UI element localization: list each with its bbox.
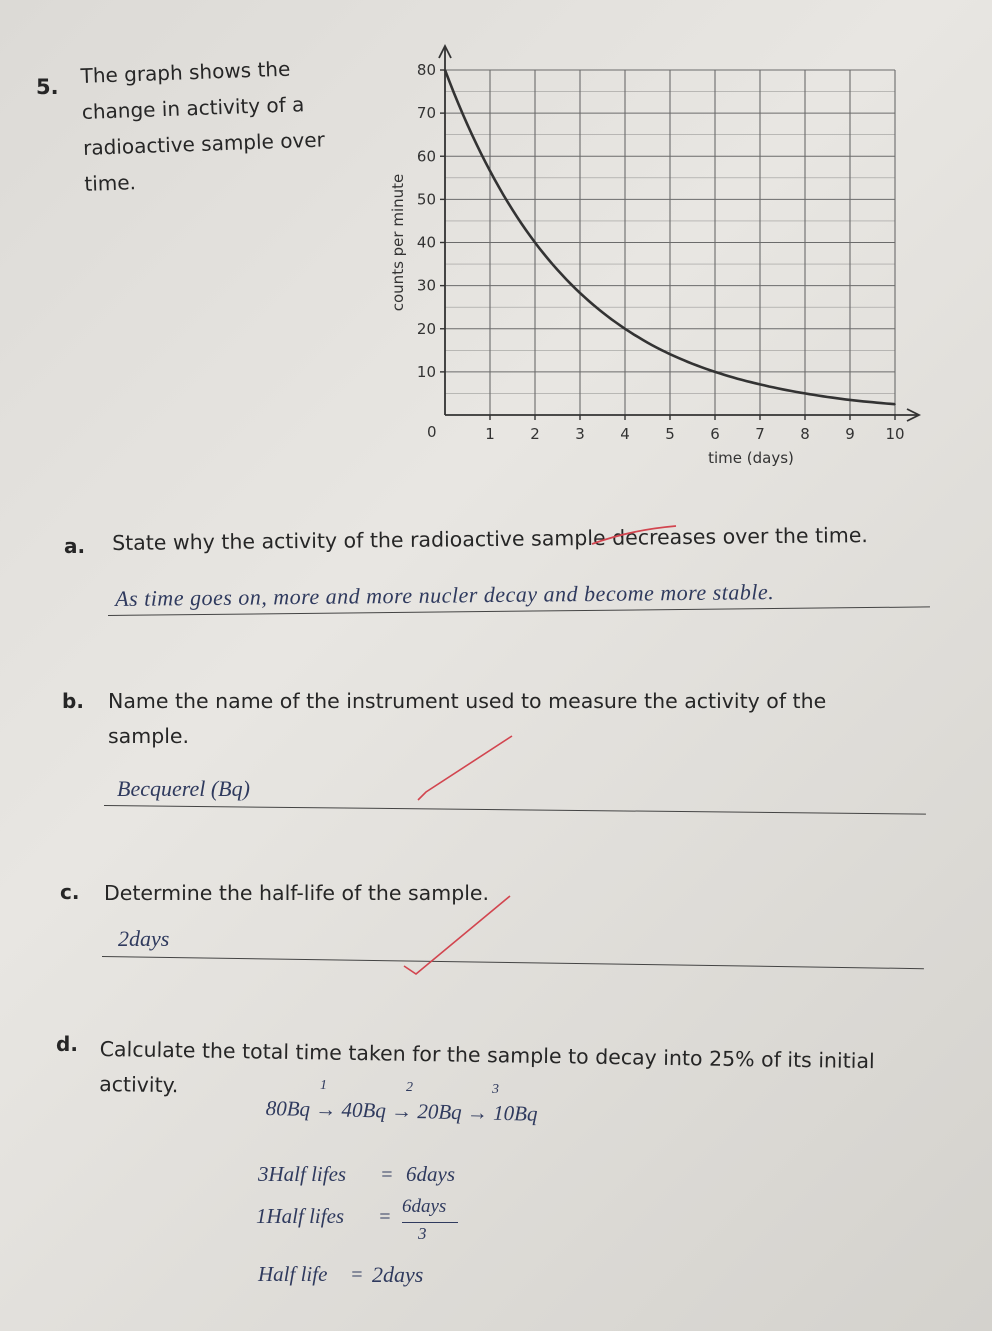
part-c-letter: c. [60, 880, 80, 904]
part-d-letter: d. [56, 1032, 78, 1056]
y-tick-label: 70 [416, 104, 436, 123]
x-tick-label: 6 [710, 425, 720, 443]
decay-chain: 80Bq → 40Bq → 20Bq → 10Bq [265, 1096, 538, 1126]
chart-grid [445, 70, 895, 415]
y-tick-label: 60 [416, 147, 436, 166]
part-a-answer: As time goes on, more and more nucler decay and become more stable. [115, 579, 775, 611]
working-line1-left: 3Half lifes [258, 1162, 347, 1186]
step-number-3: 3 [492, 1082, 499, 1097]
working-line2-denominator: 3 [418, 1224, 427, 1243]
y-tick-label: 80 [416, 61, 436, 79]
part-c-answer: 2days [118, 926, 170, 951]
chart-axes [439, 46, 919, 421]
part-a-letter: a. [64, 534, 86, 558]
part-b-answer: Becquerel (Bq) [117, 776, 250, 801]
strike-mark [590, 522, 680, 552]
x-tick-label: 10 [885, 425, 905, 443]
part-c-question: Determine the half-life of the sample. [104, 881, 490, 905]
fraction-bar [402, 1222, 458, 1223]
y-tick-label: 40 [416, 233, 436, 252]
tick-mark-c [398, 890, 518, 980]
step-number-2: 2 [406, 1080, 413, 1095]
origin-label: 0 [427, 423, 437, 441]
question-number: 5. [36, 75, 59, 99]
x-axis-label: time (days) [708, 449, 794, 467]
working-line2-left: 1Half lifes [256, 1204, 345, 1228]
x-tick-label: 7 [755, 425, 765, 443]
working-line2-equals: = [378, 1206, 392, 1228]
y-tick-label: 30 [416, 276, 436, 295]
x-tick-label: 8 [800, 425, 810, 443]
part-b-letter: b. [62, 689, 84, 713]
working-line3-left: Half life [258, 1262, 328, 1286]
y-axis-label: counts per minute [389, 173, 407, 312]
y-tick-label: 50 [416, 190, 436, 209]
part-b-question: Name the name of the instrument used to measure the activity of the sample. [108, 689, 827, 748]
part-a-question: State why the activity of the radioactive sample decreases over the time. [112, 523, 869, 555]
working-line2-numerator: 6days [402, 1196, 447, 1217]
x-tick-label: 5 [665, 425, 675, 443]
part-d-question: Calculate the total time taken for the sample to decay into 25% of its initial activity. [98, 1036, 875, 1098]
working-line1-equals: = [380, 1164, 394, 1186]
part-b-answer-line [104, 805, 926, 815]
y-tick-label: 20 [416, 319, 436, 338]
x-tick-label: 2 [530, 425, 540, 443]
x-tick-label: 1 [485, 425, 495, 443]
x-tick-label: 3 [575, 425, 585, 443]
tick-mark-b [412, 730, 522, 805]
x-tick-label: 9 [845, 425, 855, 443]
x-tick-label: 4 [620, 425, 630, 443]
working-line1-right: 6days [406, 1162, 455, 1186]
decay-chart [385, 40, 925, 480]
question-intro: The graph shows the change in activity of a radioactive sample over time. [80, 56, 326, 196]
step-number-1: 1 [320, 1078, 327, 1093]
working-line3-equals: = [350, 1264, 364, 1286]
y-tick-label: 10 [416, 362, 436, 381]
working-line3-right: 2days [372, 1262, 424, 1287]
